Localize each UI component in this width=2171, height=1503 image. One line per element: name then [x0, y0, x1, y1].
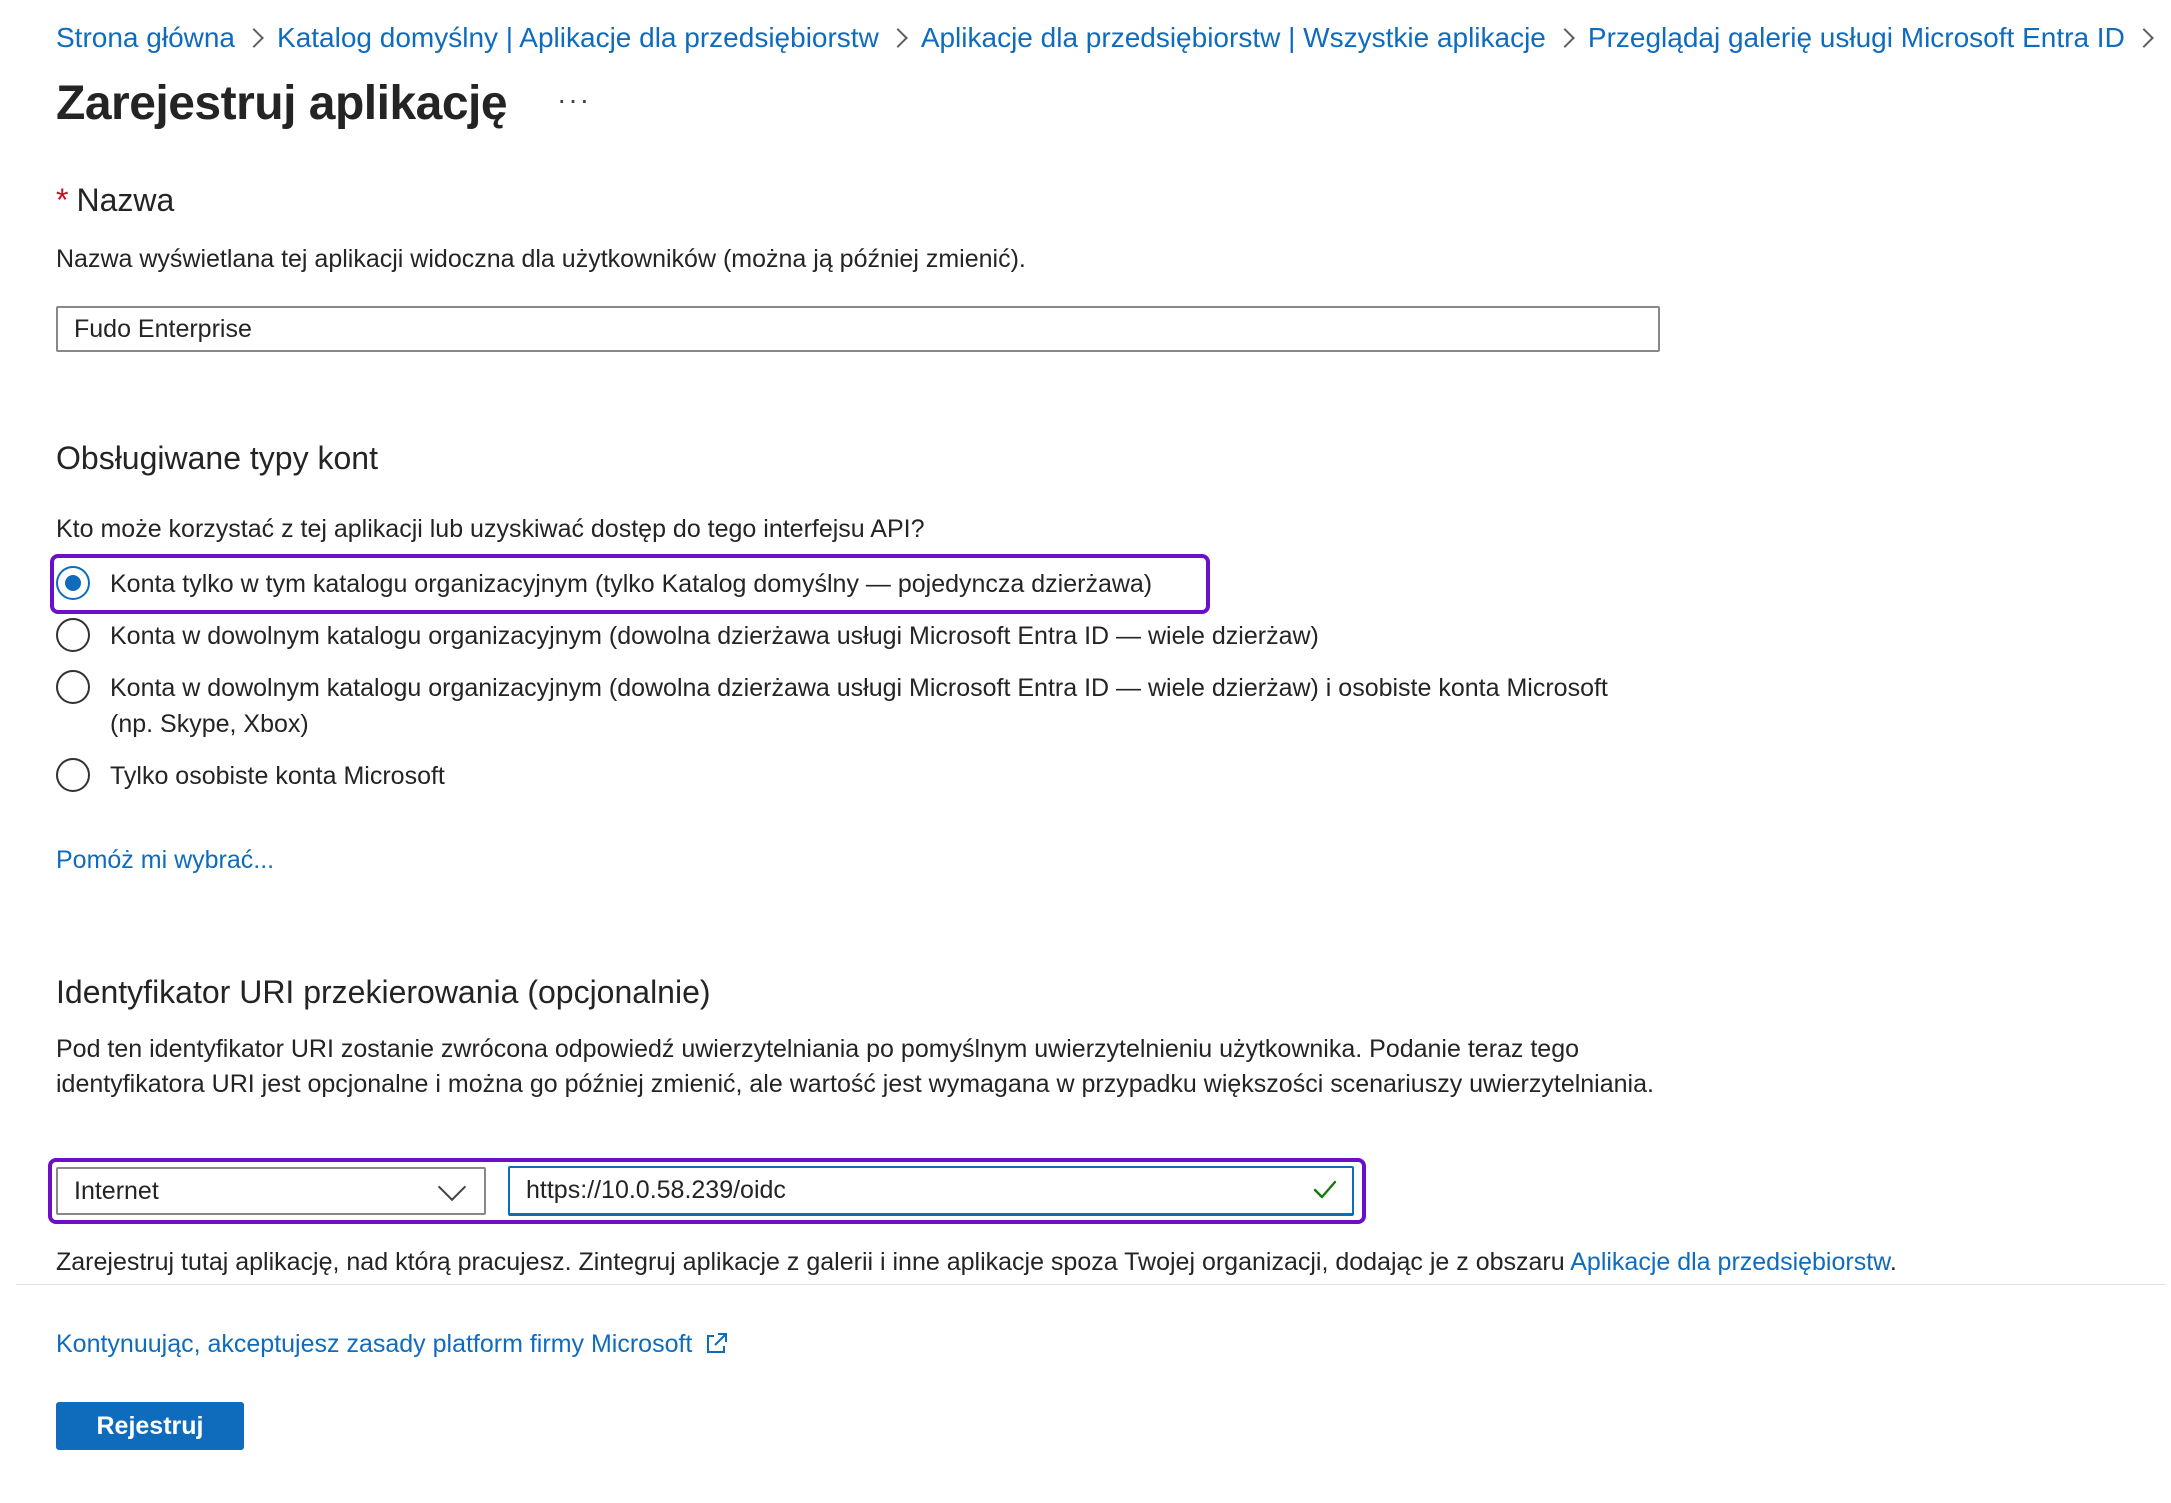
radio-label: Konta w dowolnym katalogu organizacyjnym (dowolna dzierżawa usługi Microsoft Entra ID — wiele dzierżaw)	[110, 622, 1319, 650]
radio-selected-icon	[56, 566, 90, 600]
breadcrumb-gallery[interactable]: Przeglądaj galerię usługi Microsoft Entra ID	[1587, 22, 2125, 53]
radio-unselected-icon	[56, 618, 90, 652]
redirect-uri-field	[508, 1166, 1354, 1216]
radio-single-tenant[interactable]	[56, 566, 1152, 602]
radio-label: Konta tylko w tym katalogu organizacyjnym (tylko Katalog domyślny — pojedyncza dzierżawa)	[110, 570, 1153, 598]
redirect-description: Pod ten identyfikator URI zostanie zwrócona odpowiedź uwierzytelniania po pomyślnym uwierzytelnieniu użytkownika. Podanie teraz tego identyfikatora URI jest opcjonalne i można go później zmienić, ale wartość jest wymagana w przypadku większości scenariuszy uwierzytelniania.	[56, 1035, 1654, 1098]
redirect-heading: Identyfikator URI przekierowania (opcjonalnie)	[56, 974, 711, 1010]
name-label-text: Nazwa	[76, 182, 175, 218]
more-options-button[interactable]: ···	[557, 84, 592, 115]
redirect-uri-input[interactable]	[510, 1176, 1302, 1205]
footer-info-suffix: .	[1889, 1248, 1897, 1276]
name-description: Nazwa wyświetlana tej aplikacji widoczna dla użytkowników (można ją później zmienić).	[56, 245, 1026, 273]
radio-multi-tenant-personal[interactable]	[56, 670, 1630, 742]
title-row	[56, 72, 591, 136]
radio-multi-tenant[interactable]	[56, 618, 1319, 654]
breadcrumb-home[interactable]: Strona główna	[56, 22, 236, 53]
platform-select-value: Internet	[74, 1176, 159, 1205]
breadcrumb-all-applications[interactable]: Aplikacje dla przedsiębiorstw | Wszystkie aplikacje	[920, 22, 1546, 53]
radio-label: Konta w dowolnym katalogu organizacyjnym (dowolna dzierżawa usługi Microsoft Entra ID — wiele dzierżaw) i osobiste konta Microsoft (np. Skype, Xbox)	[110, 674, 1608, 738]
breadcrumb	[56, 18, 2167, 58]
checkmark-icon	[1312, 1176, 1338, 1202]
name-label	[56, 178, 174, 222]
required-marker: *	[56, 182, 69, 218]
external-link-icon[interactable]	[702, 1330, 730, 1358]
radio-personal-only[interactable]	[56, 758, 445, 794]
chevron-right-icon	[888, 28, 908, 48]
account-types-heading: Obsługiwane typy kont	[56, 440, 378, 476]
chevron-down-icon	[438, 1173, 466, 1201]
chevron-right-icon	[2134, 28, 2154, 48]
platform-policies-link[interactable]: Kontynuując, akceptujesz zasady platform firmy Microsoft	[56, 1330, 693, 1358]
radio-label: Tylko osobiste konta Microsoft	[110, 762, 445, 790]
footer-info-text: Zarejestruj tutaj aplikację, nad którą pracujesz. Zintegruj aplikacje z galerii i inne aplikacje spoza Twojej organizacji, dodając je z obszaru	[56, 1248, 1571, 1276]
platform-select[interactable]	[56, 1167, 486, 1215]
chevron-right-icon	[244, 28, 264, 48]
name-input[interactable]	[56, 306, 1660, 352]
enterprise-apps-link[interactable]: Aplikacje dla przedsiębiorstw	[1570, 1248, 1890, 1276]
radio-unselected-icon	[56, 758, 90, 792]
account-types-question: Kto może korzystać z tej aplikacji lub uzyskiwać dostęp do tego interfejsu API?	[56, 515, 925, 543]
page-title: Zarejestruj aplikację	[56, 77, 508, 130]
help-me-choose-link[interactable]: Pomóż mi wybrać...	[56, 846, 275, 874]
breadcrumb-default-directory[interactable]: Katalog domyślny | Aplikacje dla przedsiębiorstw	[277, 22, 879, 53]
divider	[16, 1284, 2166, 1285]
chevron-right-icon	[1555, 28, 1575, 48]
radio-unselected-icon	[56, 670, 90, 704]
footer-info	[56, 1244, 1897, 1280]
register-button[interactable]: Rejestruj	[56, 1402, 244, 1450]
policy-link-row	[56, 1326, 730, 1362]
